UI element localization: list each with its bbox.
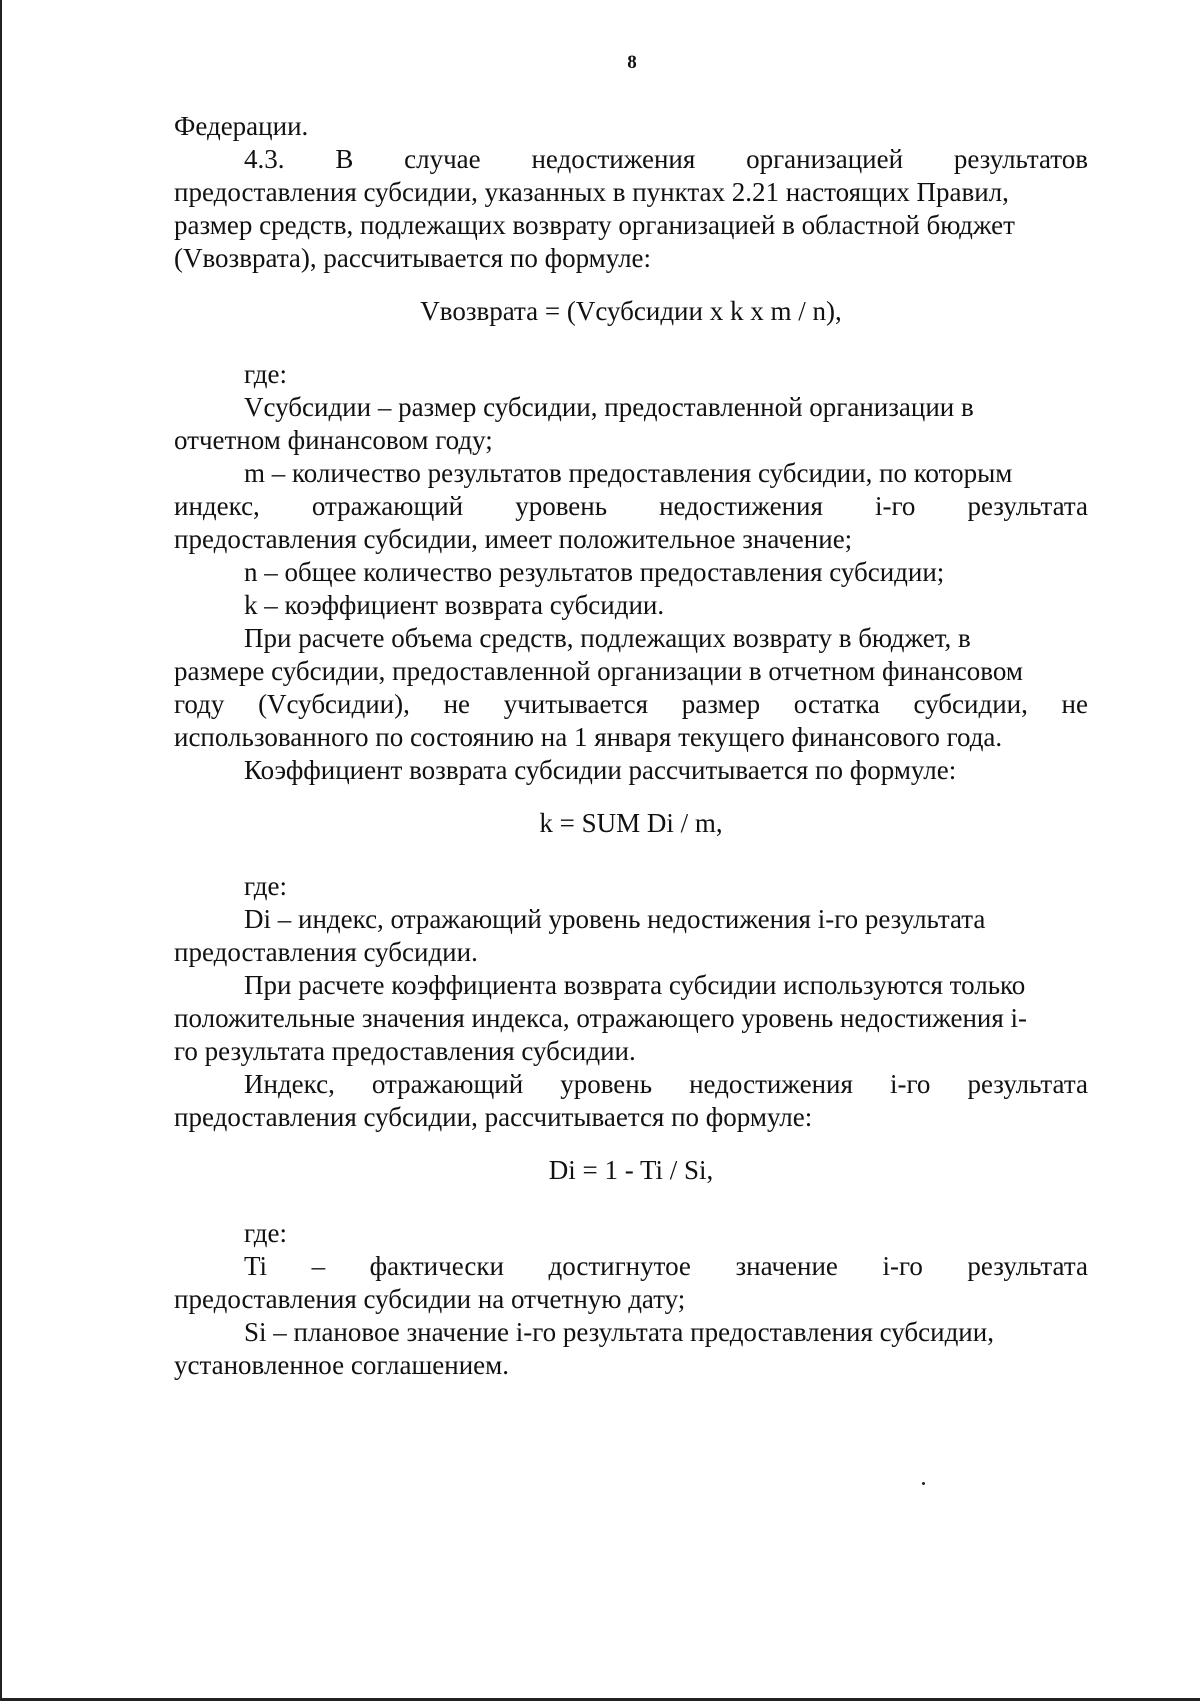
text-line: k – коэффициент возврата субсидии. <box>244 590 665 620</box>
word: значение <box>735 1251 838 1281</box>
where-label: где: <box>244 1218 287 1248</box>
word: В <box>335 144 354 174</box>
word: недостижения <box>659 491 823 521</box>
word: (Vсубсидии), <box>258 689 410 719</box>
word: результата <box>967 491 1088 521</box>
word: индекс, <box>174 491 260 521</box>
word: – <box>311 1251 326 1281</box>
word: случае <box>404 144 481 174</box>
text-line: размер средств, подлежащих возврату организацией в областной бюджет <box>174 210 1015 240</box>
document-body <box>174 110 1088 1382</box>
text-line: Di – индекс, отражающий уровень недостижения i-го результата <box>244 904 986 934</box>
where-label: где: <box>244 871 287 901</box>
formula-index: Di = 1 - Ti / Si, <box>548 1155 714 1185</box>
scan-edge-left <box>0 0 2 1701</box>
justified-line <box>174 1250 1088 1283</box>
word: i-го <box>882 1251 923 1281</box>
text-line: Федерации. <box>174 111 309 141</box>
text-line: (Vвозврата), рассчитывается по формуле: <box>174 243 652 273</box>
justified-line <box>174 1068 1088 1101</box>
word: фактически <box>369 1251 504 1281</box>
word: достигнутое <box>548 1251 691 1281</box>
scan-speck <box>922 1482 925 1485</box>
word: результатов <box>953 144 1088 174</box>
text-line: предоставления субсидии, указанных в пунктах 2.21 настоящих Правил, <box>174 177 1009 207</box>
text-line: положительные значения индекса, отражающего уровень недостижения i- <box>174 1003 1028 1033</box>
word: размер <box>681 689 761 719</box>
word: году <box>174 689 225 719</box>
word: недостижения <box>531 144 696 174</box>
text-line: использованного по состоянию на 1 января текущего финансового года. <box>174 722 1003 752</box>
word: недостижения <box>689 1069 853 1099</box>
justified-line <box>174 490 1088 523</box>
paragraph-4-3-first-line <box>174 143 1088 176</box>
text-line: Si – плановое значение i-го результата предоставления субсидии, <box>244 1317 994 1347</box>
text-line: n – общее количество результатов предоставления субсидии; <box>244 557 945 587</box>
text-line: го результата предоставления субсидии. <box>174 1036 636 1066</box>
text-line: Vсубсидии – размер субсидии, предоставленной организации в <box>244 392 974 422</box>
text-line: m – количество результатов предоставления субсидии, по которым <box>244 458 1013 488</box>
justified-line <box>174 688 1088 721</box>
word: остатка <box>793 689 880 719</box>
page-number: 8 <box>627 52 637 73</box>
text-line: предоставления субсидии на отчетную дату; <box>174 1284 686 1314</box>
text-line: При расчете объема средств, подлежащих возврату в бюджет, в <box>244 623 971 653</box>
word: организацией <box>746 144 904 174</box>
text-line: отчетном финансовом году; <box>174 425 493 455</box>
text-line: предоставления субсидии. <box>174 937 478 967</box>
word: учитывается <box>503 689 649 719</box>
word: не <box>1061 689 1088 719</box>
word: Ti <box>244 1251 268 1281</box>
word: уровень <box>560 1069 653 1099</box>
text-line: установленное соглашением. <box>174 1350 509 1380</box>
text-line: предоставления субсидии, имеет положительное значение; <box>174 524 853 554</box>
word: Индекс, <box>244 1069 335 1099</box>
word: отражающий <box>311 491 464 521</box>
word: не <box>443 689 470 719</box>
text-line: размере субсидии, предоставленной организации в отчетном финансовом <box>174 656 1023 686</box>
formula-coefficient: k = SUM Di / m, <box>539 808 723 838</box>
text-line: Коэффициент возврата субсидии рассчитывается по формуле: <box>244 755 957 785</box>
word: i-го <box>889 1069 931 1099</box>
where-label: где: <box>244 359 287 389</box>
text-line: предоставления субсидии, рассчитывается по формуле: <box>174 1102 813 1132</box>
word: субсидии, <box>913 689 1028 719</box>
word: результата <box>967 1069 1088 1099</box>
word: 4.3. <box>244 144 285 174</box>
formula-return-amount: Vвозврата = (Vсубсидии x k x m / n), <box>420 296 842 326</box>
text-line: При расчете коэффициента возврата субсидии используются только <box>244 970 1026 1000</box>
word: i-го <box>875 491 916 521</box>
word: результата <box>967 1251 1088 1281</box>
word: уровень <box>515 491 608 521</box>
word: отражающий <box>371 1069 524 1099</box>
